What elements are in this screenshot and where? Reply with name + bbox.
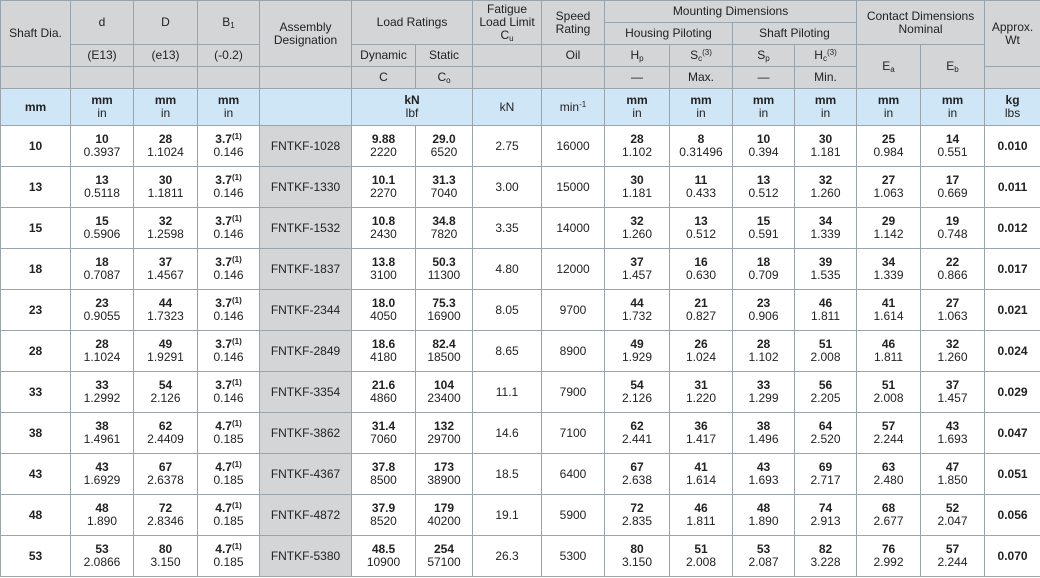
cell-weight: 0.011	[985, 167, 1040, 208]
table-row	[1, 167, 1040, 208]
units-row	[1, 89, 1040, 126]
cell-fatigue: 14.6	[473, 413, 542, 454]
cell-b1: 4.7$^{(1)}$ 0.185	[198, 413, 260, 454]
unit-hc: mm in	[795, 89, 857, 126]
cell-fatigue: 8.05	[473, 290, 542, 331]
label-cu	[473, 45, 542, 67]
cell-speed: 7100	[542, 413, 605, 454]
cell-sp: 53 2.087	[733, 536, 795, 577]
cell-sp: 13 0.512	[733, 167, 795, 208]
label-b1-blank	[198, 67, 260, 89]
cell-static: 104 23400	[416, 372, 473, 413]
label-assembly-blank	[260, 67, 352, 89]
cell-shaft: 13	[1, 167, 71, 208]
cell-sc: 26 1.024	[670, 331, 733, 372]
cell-b1: 3.7$^{(1)}$ 0.146	[198, 126, 260, 167]
cell-D: 44 1.7323	[134, 290, 198, 331]
cell-fatigue: 3.35	[473, 208, 542, 249]
cell-shaft: 15	[1, 208, 71, 249]
cell-shaft: 10	[1, 126, 71, 167]
cell-hp: 62 2.441	[605, 413, 670, 454]
cell-speed: 16000	[542, 126, 605, 167]
cell-D: 72 2.8346	[134, 495, 198, 536]
cell-dynamic: 10.8 2430	[352, 208, 416, 249]
unit-load-ratings: kN lbf	[352, 89, 473, 126]
unit-shaft: mm	[1, 89, 71, 126]
unit-ea: mm in	[857, 89, 921, 126]
label-dynamic: Dynamic	[352, 45, 416, 67]
cell-eb: 22 0.866	[921, 249, 985, 290]
cell-dynamic: 21.6 4860	[352, 372, 416, 413]
cell-d: 53 2.0866	[71, 536, 134, 577]
cell-b1: 4.7$^{(1)}$ 0.185	[198, 454, 260, 495]
cell-b1: 3.7$^{(1)}$ 0.146	[198, 167, 260, 208]
cell-fatigue: 8.65	[473, 331, 542, 372]
cell-hp: 44 1.732	[605, 290, 670, 331]
cell-d: 10 0.3937	[71, 126, 134, 167]
cell-eb: 37 1.457	[921, 372, 985, 413]
cell-designation: FNTKF-2344	[260, 290, 352, 331]
label-hc: $H_c^{(3)}$	[795, 45, 857, 67]
cell-designation: FNTKF-2849	[260, 331, 352, 372]
cell-fatigue: 3.00	[473, 167, 542, 208]
table-body	[1, 89, 1040, 577]
cell-D: 80 3.150	[134, 536, 198, 577]
cell-sp: 33 1.299	[733, 372, 795, 413]
unit-wt: kg lbs	[985, 89, 1040, 126]
cell-sp: 23 0.906	[733, 290, 795, 331]
cell-b1: 3.7$^{(1)}$ 0.146	[198, 208, 260, 249]
group-shaft-piloting: Shaft Piloting	[733, 23, 857, 45]
group-contact: Contact Dimensions Nominal	[857, 1, 985, 45]
table-row	[1, 454, 1040, 495]
cell-eb: 57 2.244	[921, 536, 985, 577]
cell-shaft: 33	[1, 372, 71, 413]
table-row	[1, 413, 1040, 454]
cell-ea: 29 1.142	[857, 208, 921, 249]
cell-fatigue: 11.1	[473, 372, 542, 413]
cell-static: 173 38900	[416, 454, 473, 495]
label-sp-dash: —	[733, 67, 795, 89]
cell-weight: 0.024	[985, 331, 1040, 372]
cell-hc: 32 1.260	[795, 167, 857, 208]
cell-ea: 51 2.008	[857, 372, 921, 413]
cell-d: 18 0.7087	[71, 249, 134, 290]
cell-sp: 48 1.890	[733, 495, 795, 536]
cell-sc: 16 0.630	[670, 249, 733, 290]
cell-designation: FNTKF-3862	[260, 413, 352, 454]
cell-dynamic: 37.9 8520	[352, 495, 416, 536]
unit-D: mm in	[134, 89, 198, 126]
cell-eb: 52 2.047	[921, 495, 985, 536]
cell-D: 49 1.9291	[134, 331, 198, 372]
cell-weight: 0.070	[985, 536, 1040, 577]
cell-designation: FNTKF-1330	[260, 167, 352, 208]
table-row	[1, 372, 1040, 413]
label-sc: $S_c^{(3)}$	[670, 45, 733, 67]
cell-hc: 34 1.339	[795, 208, 857, 249]
cell-hp: 28 1.102	[605, 126, 670, 167]
unit-speed: $\min^{-1}$	[542, 89, 605, 126]
cell-dynamic: 18.0 4050	[352, 290, 416, 331]
cell-designation: FNTKF-4872	[260, 495, 352, 536]
cell-D: 30 1.1811	[134, 167, 198, 208]
cell-ea: 68 2.677	[857, 495, 921, 536]
cell-speed: 8900	[542, 331, 605, 372]
cell-shaft: 23	[1, 290, 71, 331]
cell-static: 82.4 18500	[416, 331, 473, 372]
cell-sc: 11 0.433	[670, 167, 733, 208]
cell-designation: FNTKF-1532	[260, 208, 352, 249]
cell-designation: FNTKF-1837	[260, 249, 352, 290]
cell-hp: 37 1.457	[605, 249, 670, 290]
label-static: Static	[416, 45, 473, 67]
cell-static: 132 29700	[416, 413, 473, 454]
cell-fatigue: 2.75	[473, 126, 542, 167]
cell-weight: 0.017	[985, 249, 1040, 290]
cell-designation: FNTKF-3354	[260, 372, 352, 413]
cell-d: 15 0.5906	[71, 208, 134, 249]
cell-hc: 39 1.535	[795, 249, 857, 290]
cell-hp: 32 1.260	[605, 208, 670, 249]
cell-designation: FNTKF-4367	[260, 454, 352, 495]
cell-hp: 72 2.835	[605, 495, 670, 536]
label-sc-max: Max.	[670, 67, 733, 89]
cell-D: 67 2.6378	[134, 454, 198, 495]
unit-sc: mm in	[670, 89, 733, 126]
cell-static: 34.8 7820	[416, 208, 473, 249]
cell-designation: FNTKF-1028	[260, 126, 352, 167]
cell-hp: 54 2.126	[605, 372, 670, 413]
cell-shaft: 53	[1, 536, 71, 577]
label-oil: Oil	[542, 45, 605, 67]
cell-hc: 74 2.913	[795, 495, 857, 536]
cell-hc: 69 2.717	[795, 454, 857, 495]
cell-dynamic: 18.6 4180	[352, 331, 416, 372]
cell-ea: 25 0.984	[857, 126, 921, 167]
cell-static: 75.3 16900	[416, 290, 473, 331]
cell-ea: 27 1.063	[857, 167, 921, 208]
col-b1: $B_1$	[198, 1, 260, 45]
table-row	[1, 290, 1040, 331]
cell-shaft: 43	[1, 454, 71, 495]
col-approx-wt: Approx. Wt	[985, 1, 1040, 67]
label-hc-min: Min.	[795, 67, 857, 89]
table-row	[1, 126, 1040, 167]
cell-sc: 31 1.220	[670, 372, 733, 413]
cell-b1: 4.7$^{(1)}$ 0.185	[198, 495, 260, 536]
unit-b1: mm in	[198, 89, 260, 126]
cell-b1: 3.7$^{(1)}$ 0.146	[198, 290, 260, 331]
cell-sc: 36 1.417	[670, 413, 733, 454]
cell-shaft: 48	[1, 495, 71, 536]
cell-speed: 5900	[542, 495, 605, 536]
cell-dynamic: 13.8 3100	[352, 249, 416, 290]
label-eb: $E_b$	[921, 45, 985, 89]
cell-eb: 27 1.063	[921, 290, 985, 331]
cell-hp: 30 1.181	[605, 167, 670, 208]
cell-speed: 9700	[542, 290, 605, 331]
cell-hc: 46 1.811	[795, 290, 857, 331]
group-load-ratings: Load Ratings	[352, 1, 473, 45]
cell-weight: 0.010	[985, 126, 1040, 167]
label-co: $C_o$	[416, 67, 473, 89]
cell-sc: 8 0.31496	[670, 126, 733, 167]
cell-sp: 18 0.709	[733, 249, 795, 290]
col-speed: Speed Rating	[542, 1, 605, 45]
cell-b1: 3.7$^{(1)}$ 0.146	[198, 249, 260, 290]
cell-hc: 30 1.181	[795, 126, 857, 167]
cell-sp: 28 1.102	[733, 331, 795, 372]
label-hp-dash: —	[605, 67, 670, 89]
cell-sc: 51 2.008	[670, 536, 733, 577]
col-assembly: Assembly Designation	[260, 1, 352, 67]
table-row	[1, 536, 1040, 577]
cell-hp: 80 3.150	[605, 536, 670, 577]
cell-eb: 19 0.748	[921, 208, 985, 249]
cell-sc: 13 0.512	[670, 208, 733, 249]
cell-dynamic: 10.1 2270	[352, 167, 416, 208]
cell-d: 28 1.1024	[71, 331, 134, 372]
table-row	[1, 495, 1040, 536]
cell-weight: 0.056	[985, 495, 1040, 536]
label-d-blank	[71, 67, 134, 89]
table-row	[1, 331, 1040, 372]
cell-shaft: 28	[1, 331, 71, 372]
cell-speed: 6400	[542, 454, 605, 495]
cell-eb: 47 1.850	[921, 454, 985, 495]
cell-eb: 17 0.669	[921, 167, 985, 208]
label-ea: $E_a$	[857, 45, 921, 89]
cell-D: 32 1.2598	[134, 208, 198, 249]
group-mounting: Mounting Dimensions	[605, 1, 857, 23]
unit-hp: mm in	[605, 89, 670, 126]
cell-dynamic: 48.5 10900	[352, 536, 416, 577]
cell-weight: 0.012	[985, 208, 1040, 249]
label-D-blank	[134, 67, 198, 89]
cell-D: 37 1.4567	[134, 249, 198, 290]
cell-b1: 3.7$^{(1)}$ 0.146	[198, 331, 260, 372]
cell-ea: 63 2.480	[857, 454, 921, 495]
col-fatigue: Fatigue Load Limit $C_u$	[473, 1, 542, 45]
cell-d: 43 1.6929	[71, 454, 134, 495]
cell-speed: 12000	[542, 249, 605, 290]
cell-d: 48 1.890	[71, 495, 134, 536]
cell-ea: 57 2.244	[857, 413, 921, 454]
cell-d: 13 0.5118	[71, 167, 134, 208]
cell-static: 254 57100	[416, 536, 473, 577]
cell-speed: 14000	[542, 208, 605, 249]
cell-static: 179 40200	[416, 495, 473, 536]
label-c: C	[352, 67, 416, 89]
cell-designation: FNTKF-5380	[260, 536, 352, 577]
label-hp: $H_p$	[605, 45, 670, 67]
col-d: d	[71, 1, 134, 45]
cell-fatigue: 4.80	[473, 249, 542, 290]
cell-b1: 4.7$^{(1)}$ 0.185	[198, 536, 260, 577]
table-row	[1, 249, 1040, 290]
label-shaft-blank	[1, 67, 71, 89]
cell-eb: 14 0.551	[921, 126, 985, 167]
cell-dynamic: 31.4 7060	[352, 413, 416, 454]
cell-sc: 41 1.614	[670, 454, 733, 495]
table-row	[1, 208, 1040, 249]
cell-sp: 15 0.591	[733, 208, 795, 249]
label-speed-blank	[542, 67, 605, 89]
cell-b1: 3.7$^{(1)}$ 0.146	[198, 372, 260, 413]
col-D: D	[134, 1, 198, 45]
label-fatigue-blank	[473, 67, 542, 89]
cell-fatigue: 19.1	[473, 495, 542, 536]
cell-hc: 82 3.228	[795, 536, 857, 577]
cell-weight: 0.051	[985, 454, 1040, 495]
cell-d: 23 0.9055	[71, 290, 134, 331]
cell-hc: 51 2.008	[795, 331, 857, 372]
cell-static: 50.3 11300	[416, 249, 473, 290]
cell-hp: 67 2.638	[605, 454, 670, 495]
tol-d: (E13)	[71, 45, 134, 67]
label-wt-blank	[985, 67, 1040, 89]
cell-hc: 56 2.205	[795, 372, 857, 413]
cell-D: 62 2.4409	[134, 413, 198, 454]
cell-dynamic: 37.8 8500	[352, 454, 416, 495]
tol-b1: (-0.2)	[198, 45, 260, 67]
cell-ea: 41 1.614	[857, 290, 921, 331]
cell-sc: 46 1.811	[670, 495, 733, 536]
cell-D: 28 1.1024	[134, 126, 198, 167]
cell-ea: 34 1.339	[857, 249, 921, 290]
cell-speed: 7900	[542, 372, 605, 413]
cell-sp: 38 1.496	[733, 413, 795, 454]
cell-hc: 64 2.520	[795, 413, 857, 454]
cell-static: 31.3 7040	[416, 167, 473, 208]
unit-d: mm in	[71, 89, 134, 126]
cell-sp: 10 0.394	[733, 126, 795, 167]
cell-d: 38 1.4961	[71, 413, 134, 454]
cell-weight: 0.047	[985, 413, 1040, 454]
unit-eb: mm in	[921, 89, 985, 126]
cell-fatigue: 18.5	[473, 454, 542, 495]
col-shaft-dia: Shaft Dia.	[1, 1, 71, 67]
cell-speed: 5300	[542, 536, 605, 577]
cell-weight: 0.021	[985, 290, 1040, 331]
cell-static: 29.0 6520	[416, 126, 473, 167]
cell-shaft: 18	[1, 249, 71, 290]
group-housing-piloting: Housing Piloting	[605, 23, 733, 45]
unit-assembly	[260, 89, 352, 126]
cell-eb: 43 1.693	[921, 413, 985, 454]
cell-eb: 32 1.260	[921, 331, 985, 372]
cell-ea: 46 1.811	[857, 331, 921, 372]
cell-sc: 21 0.827	[670, 290, 733, 331]
cell-D: 54 2.126	[134, 372, 198, 413]
label-sp: $S_p$	[733, 45, 795, 67]
cell-speed: 15000	[542, 167, 605, 208]
cell-ea: 76 2.992	[857, 536, 921, 577]
cell-fatigue: 26.3	[473, 536, 542, 577]
tol-D: (e13)	[134, 45, 198, 67]
table-header	[1, 1, 1040, 89]
unit-fatigue: kN	[473, 89, 542, 126]
cell-weight: 0.029	[985, 372, 1040, 413]
unit-sp: mm in	[733, 89, 795, 126]
cell-dynamic: 9.88 2220	[352, 126, 416, 167]
cell-hp: 49 1.929	[605, 331, 670, 372]
cell-sp: 43 1.693	[733, 454, 795, 495]
cell-d: 33 1.2992	[71, 372, 134, 413]
cell-shaft: 38	[1, 413, 71, 454]
